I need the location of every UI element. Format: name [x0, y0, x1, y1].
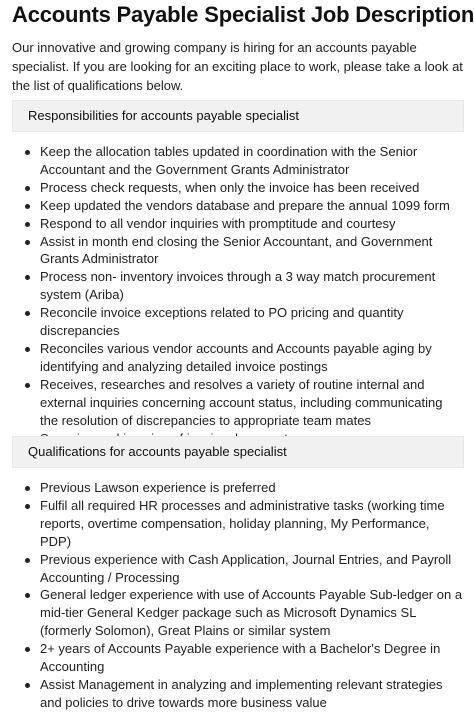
list-item: Assist Management in analyzing and implementing relevant strategies and policies to drive towards more business value	[40, 676, 464, 712]
page-title: Accounts Payable Specialist Job Description	[12, 2, 474, 27]
list-item: Fulfil all required HR processes and administrative tasks (working time reports, overtime compensation, holiday planning, My Performance, PDP)	[40, 497, 464, 551]
list-item: Reconciles various vendor accounts and Accounts payable aging by identifying and analyzing detailed invoice postings	[40, 340, 464, 376]
list-item: Keep updated the vendors database and prepare the annual 1099 form	[40, 197, 464, 215]
list-item: Assist in month end closing the Senior Accountant, and Government Grants Administrator	[40, 233, 464, 269]
list-item: 2+ years of Accounts Payable experience with a Bachelor's Degree in Accounting	[40, 640, 464, 676]
qualifications-list	[40, 479, 464, 712]
list-item: Receives, researches and resolves a variety of routine internal and external inquiries concerning account status, including communicating the resolution of discrepancies to appropriate team mates	[40, 376, 464, 430]
list-item: Previous experience with Cash Application, Journal Entries, and Payroll Accounting / Processing	[40, 551, 464, 587]
list-item: Reconcile invoice exceptions related to PO pricing and quantity discrepancies	[40, 304, 464, 340]
list-item: Keep the allocation tables updated in coordination with the Senior Accountant and the Government Grants Administrator	[40, 143, 464, 179]
list-item: Respond to all vendor inquiries with promptitude and courtesy	[40, 215, 464, 233]
list-item: General ledger experience with use of Accounts Payable Sub-ledger on a mid-tier General Kedger package such as Microsoft Dynamics SL (formerly Solomon), Great Plains or similar system	[40, 587, 463, 639]
responsibilities-list	[40, 143, 464, 447]
qualifications-heading: Qualifications for accounts payable specialist	[28, 444, 287, 459]
qualifications-header	[12, 436, 464, 468]
list-item: Previous Lawson experience is preferred	[40, 479, 464, 497]
responsibilities-header	[12, 100, 464, 132]
responsibilities-heading: Responsibilities for accounts payable specialist	[28, 108, 299, 123]
list-item: Process non- inventory invoices through a 3 way match procurement system (Ariba)	[40, 268, 464, 304]
intro-paragraph: Our innovative and growing company is hiring for an accounts payable specialist. If you are looking for an exciting place to work, please take a look at the list of qualifications below.	[12, 40, 463, 93]
list-item: Process check requests, when only the invoice has been received	[40, 179, 464, 197]
